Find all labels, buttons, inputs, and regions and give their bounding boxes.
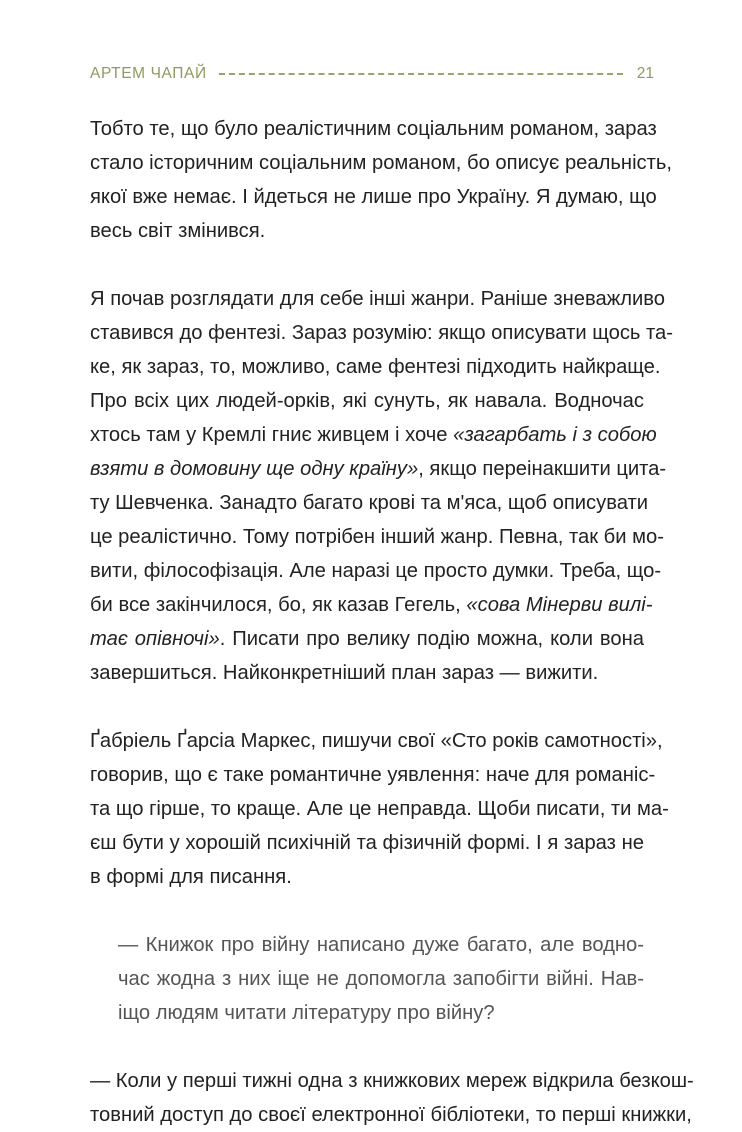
text-line: ставився до фентезі. Зараз розумію: якщо описувати щось та-	[90, 322, 674, 344]
body-text	[90, 112, 694, 1132]
text-line: взяти в домовину ще одну країну», якщо переінакшити цита-	[90, 458, 667, 480]
text-line: хтось там у Кремлі гниє живцем і хоче «загарбать і з собою	[90, 424, 657, 446]
text-line: ту Шевченка. Занадто багато крові та м'яса, щоб описувати	[90, 492, 649, 514]
text-line: та що гірше, то краще. Але це неправда. Щоби писати, ти ма-	[90, 798, 669, 820]
text-line: ке, як зараз, то, можливо, саме фентезі підходить найкраще.	[90, 356, 661, 378]
paragraph	[90, 724, 669, 894]
text-line: тає опівночі». Писати про велику подію можна, коли вона	[90, 628, 644, 650]
text-line: якої вже немає. І йдеться не лише про Україну. Я думаю, що	[90, 186, 657, 208]
text-line: в формі для писання.	[90, 866, 292, 888]
text-line: вити, філософізація. Але наразі це просто думки. Треба, що-	[90, 560, 662, 582]
italic-quote: «сова Мінерви вилі-	[466, 594, 653, 616]
text-line: — Книжок про війну написано дуже багато, але водно-	[118, 934, 644, 956]
text-line: Ґабріель Ґарсіа Маркес, пишучи свої «Сто років самотності»,	[90, 730, 663, 752]
text-line: Тобто те, що було реалістичним соціальним романом, зараз	[90, 118, 657, 140]
text-line: говорив, що є таке романтичне уявлення: наче для романіс-	[90, 764, 656, 786]
interview-question	[90, 928, 644, 1030]
text-line: товний доступ до своєї електронної бібліотеки, то перші книжки,	[90, 1104, 692, 1126]
italic-quote: «загарбать і з собою	[453, 424, 657, 446]
text-line: Я почав розглядати для себе інші жанри. Раніше зневажливо	[90, 288, 666, 310]
page-number: 21	[636, 65, 654, 82]
paragraph	[90, 282, 674, 690]
author-name: АРТЕМ ЧАПАЙ	[90, 65, 207, 82]
text-line: весь світ змінився.	[90, 220, 266, 242]
italic-quote: тає опівночі»	[90, 628, 220, 650]
italic-quote: взяти в домовину ще одну країну»	[90, 458, 419, 480]
text-line: завершиться. Найконкретніший план зараз — вижити.	[90, 662, 599, 684]
paragraph	[90, 112, 673, 248]
text-line: іщо людям читати літературу про війну?	[118, 1002, 495, 1024]
text-line: — Коли у перші тижні одна з книжкових мереж відкрила безкош-	[90, 1070, 694, 1092]
text-line: час жодна з них іще не допомогла запобігти війні. Нав-	[118, 968, 644, 990]
text-line: це реалістично. Тому потрібен інший жанр. Певна, так би мо-	[90, 526, 664, 548]
text-line: єш бути у хорошій психічній та фізичній формі. І я зараз не	[90, 832, 644, 854]
text-line: би все закінчилося, бо, як казав Гегель, «сова Мінерви вилі-	[90, 594, 653, 616]
dashed-rule	[219, 73, 623, 75]
text-line: Про всіх цих людей-орків, які сунуть, як навала. Водночас	[90, 390, 644, 412]
paragraph	[90, 1064, 694, 1132]
running-head	[90, 62, 654, 86]
text-line: стало історичним соціальним романом, бо описує реальність,	[90, 152, 673, 174]
